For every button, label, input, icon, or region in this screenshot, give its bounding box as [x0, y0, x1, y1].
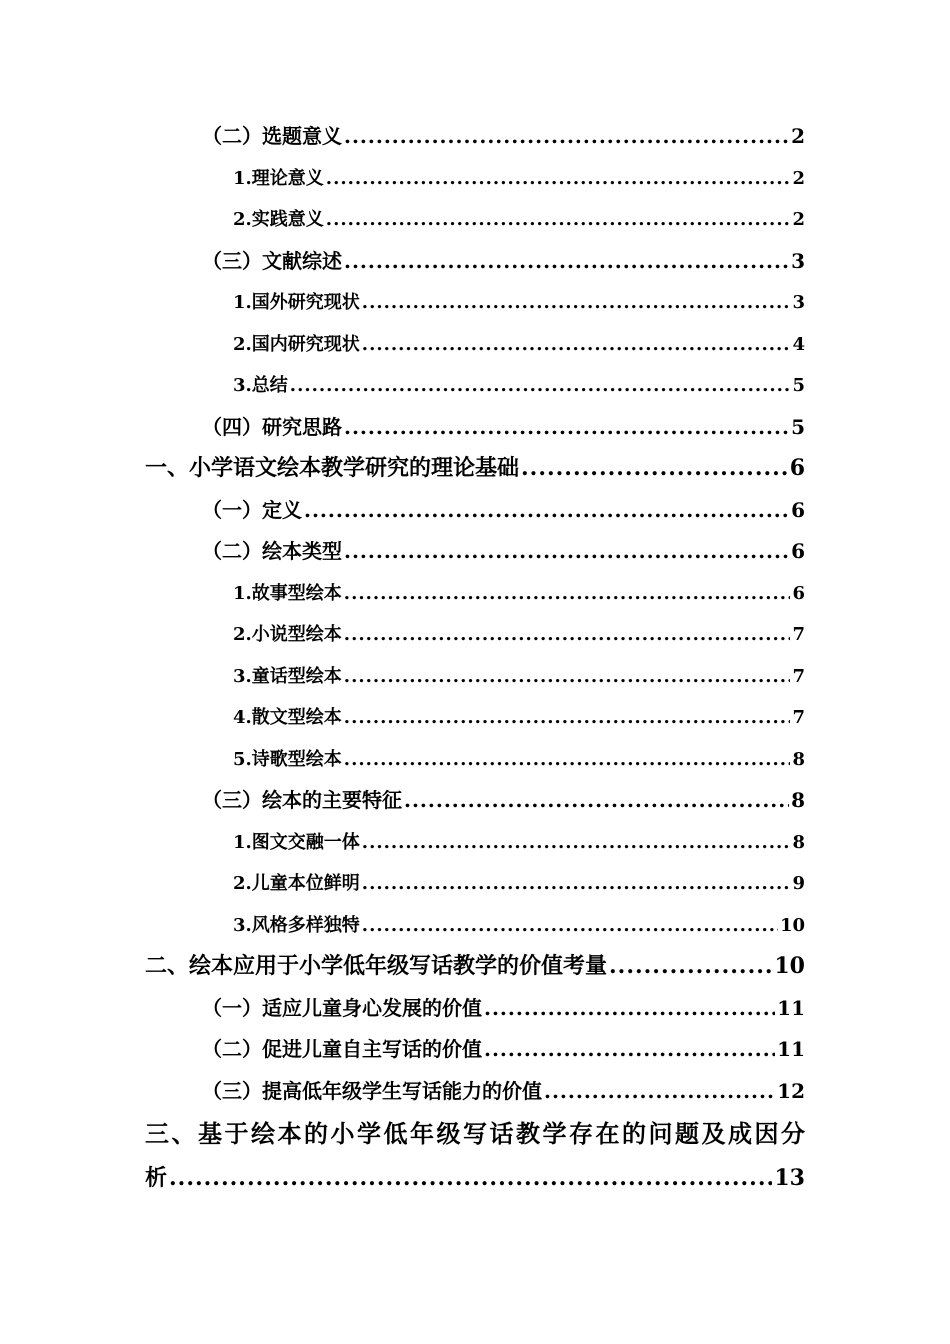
- toc-entry-page: 11: [777, 1037, 805, 1061]
- toc-entry-title: 3.风格多样独特: [233, 914, 360, 936]
- toc-entry-title: （三）提高低年级学生写话能力的价值: [202, 1078, 542, 1103]
- toc-entry-page: 10: [774, 953, 805, 979]
- dot-leader: [362, 905, 778, 947]
- toc-entry[interactable]: [0, 116, 950, 158]
- toc-entry[interactable]: [0, 1029, 950, 1071]
- toc-entry-page: 13: [774, 1165, 805, 1191]
- toc-entry[interactable]: [0, 531, 950, 573]
- dot-leader: [362, 282, 791, 324]
- dot-leader: [344, 614, 791, 656]
- toc-entry-page: 7: [792, 707, 805, 728]
- table-of-contents: [0, 116, 950, 1200]
- toc-entry-title: （二）绘本类型: [202, 539, 342, 563]
- toc-entry-page: 2: [792, 209, 805, 230]
- toc-entry-title: （三）文献综述: [202, 248, 342, 273]
- toc-entry-page: 6: [791, 539, 805, 563]
- toc-entry-title: 2.国内研究现状: [233, 333, 360, 355]
- dot-leader: [344, 573, 791, 615]
- toc-entry-title: 3.童话型绘本: [233, 665, 342, 687]
- toc-entry-title-continued: 析: [145, 1165, 168, 1191]
- toc-entry[interactable]: [0, 822, 950, 864]
- toc-entry-page: 8: [792, 748, 805, 770]
- toc-entry[interactable]: [0, 614, 950, 656]
- toc-entry-page: 2: [791, 124, 805, 148]
- dot-leader: [484, 988, 775, 1030]
- dot-leader: [344, 531, 789, 573]
- dot-leader: [521, 448, 788, 490]
- dot-leader: [404, 780, 789, 822]
- dot-leader: [362, 863, 791, 905]
- toc-entry-page: 5: [792, 375, 805, 396]
- toc-entry-title: 二、绘本应用于小学低年级写话教学的价值考量: [145, 953, 608, 979]
- toc-entry-title: （四）研究思路: [202, 414, 342, 439]
- toc-entry-title: 2.小说型绘本: [233, 624, 342, 645]
- toc-entry[interactable]: [0, 158, 950, 200]
- toc-entry-page: 3: [792, 292, 805, 313]
- toc-entry-page: 8: [792, 831, 805, 853]
- dot-leader: [326, 158, 791, 200]
- toc-entry-title: 4.散文型绘本: [233, 707, 342, 728]
- toc-entry[interactable]: [0, 241, 950, 283]
- dot-leader: [344, 697, 791, 739]
- toc-entry-page: 5: [791, 414, 805, 439]
- toc-entry-title: 5.诗歌型绘本: [233, 748, 342, 770]
- toc-entry-title: 1.国外研究现状: [233, 292, 360, 313]
- toc-entry-title: （一）定义: [202, 497, 302, 522]
- toc-entry[interactable]: [0, 1071, 950, 1113]
- toc-entry[interactable]: [0, 863, 950, 905]
- toc-entry-title: 1.故事型绘本: [233, 582, 342, 604]
- dot-leader: [344, 241, 789, 283]
- toc-entry[interactable]: [0, 905, 950, 947]
- toc-entry-page: 6: [789, 455, 805, 481]
- toc-entry-title: 1.图文交融一体: [233, 831, 360, 853]
- dot-leader: [344, 116, 789, 158]
- toc-entry-page: 9: [792, 873, 805, 894]
- toc-entry[interactable]: [0, 282, 950, 324]
- dot-leader: [484, 1029, 775, 1071]
- toc-entry-page: 7: [792, 624, 805, 645]
- toc-entry-page: 6: [791, 497, 805, 522]
- toc-entry-title: （二）促进儿童自主写话的价值: [202, 1037, 482, 1061]
- toc-entry[interactable]: [0, 656, 950, 698]
- toc-entry[interactable]: [0, 780, 950, 822]
- toc-entry-page: 4: [792, 333, 805, 355]
- toc-entry-title: 2.儿童本位鲜明: [233, 873, 360, 894]
- toc-entry-title: 三、基于绘本的小学低年级写话教学存在的问题及成因分: [145, 1119, 805, 1148]
- toc-entry-page: 6: [792, 582, 805, 604]
- toc-entry[interactable]: [0, 739, 950, 781]
- toc-entry[interactable]: [0, 365, 950, 407]
- dot-leader: [344, 739, 791, 781]
- toc-entry-title: （二）选题意义: [202, 124, 342, 148]
- dot-leader: [304, 490, 789, 532]
- toc-entry-page: 8: [791, 788, 805, 812]
- toc-entry-title: 1.理论意义: [233, 167, 324, 189]
- toc-entry[interactable]: [0, 448, 950, 490]
- toc-entry-page: 11: [777, 995, 805, 1020]
- toc-entry-page: 12: [777, 1078, 805, 1103]
- dot-leader: [169, 1156, 772, 1200]
- dot-leader: [344, 656, 791, 698]
- toc-entry[interactable]: [0, 490, 950, 532]
- toc-entry-page: 3: [791, 248, 805, 273]
- toc-entry-title: （一）适应儿童身心发展的价值: [202, 995, 482, 1020]
- dot-leader: [609, 946, 772, 988]
- toc-entry[interactable]: [0, 199, 950, 241]
- dot-leader: [362, 822, 791, 864]
- toc-entry-page: 2: [792, 167, 805, 189]
- dot-leader: [362, 324, 791, 366]
- toc-entry-title: 3.总结: [233, 375, 288, 396]
- toc-entry[interactable]: [0, 1112, 950, 1200]
- toc-entry[interactable]: [0, 407, 950, 449]
- toc-entry-page: 10: [779, 914, 805, 936]
- dot-leader: [290, 365, 791, 407]
- toc-entry[interactable]: [0, 946, 950, 988]
- dot-leader: [344, 407, 789, 449]
- toc-entry-title: （三）绘本的主要特征: [202, 788, 402, 812]
- toc-entry-title: 2.实践意义: [233, 209, 324, 230]
- toc-entry[interactable]: [0, 697, 950, 739]
- toc-entry[interactable]: [0, 324, 950, 366]
- toc-entry[interactable]: [0, 573, 950, 615]
- toc-entry[interactable]: [0, 988, 950, 1030]
- toc-entry-title: 一、小学语文绘本教学研究的理论基础: [145, 455, 520, 481]
- toc-entry-page: 7: [792, 665, 805, 687]
- dot-leader: [326, 199, 791, 241]
- dot-leader: [544, 1071, 775, 1113]
